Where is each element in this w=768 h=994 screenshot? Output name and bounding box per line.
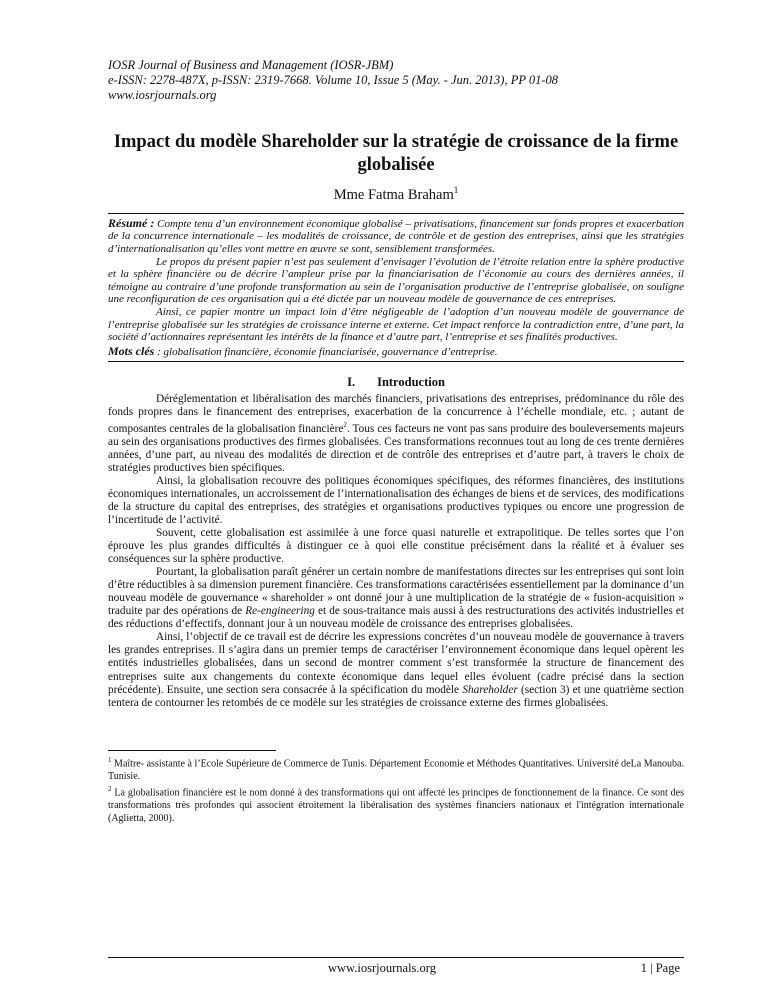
journal-url[interactable]: www.iosrjournals.org <box>108 88 217 102</box>
abstract-paragraph-2: Le propos du présent papier n’est pas seulement d’envisager l’évolution de l’étroite relation entre la sphère productive et la sphère financière ou de décrire l’ampleur prise par la financiarisation de l’économie au cours des dernières années, il témoigne au contraire d’une profonde transformation au sein de l’organisation productive de l’entreprise globalisée, on souligne une reconfiguration de ces organisation qui a été dictée par un nouveau modèle de gouvernance de ces entreprises. <box>108 255 684 306</box>
abstract-bottom-rule <box>108 361 684 362</box>
body-paragraph: Ainsi, la globalisation recouvre des politiques économiques spécifiques, des réformes financières, des institutions économiques internationales, un accroissement de l’internationalisation des échanges de biens et de services, des modifications de la structure du capital des entreprises, des stratégies et organisations productives typiques ou encore une progression de l’incertitude de l’activité. <box>108 474 684 526</box>
section-title: Introduction <box>377 374 445 389</box>
keywords-label: Mots clés <box>108 343 155 358</box>
keywords <box>108 344 684 359</box>
author-name: Mme Fatma Braham <box>333 186 454 203</box>
keywords-text: : globalisation financière, économie financiarisée, gouvernance d’entreprise. <box>154 345 498 358</box>
section-number: I. <box>347 374 356 389</box>
article-page <box>108 58 684 825</box>
body-paragraph: Déréglementation et libéralisation des marchés financiers, privatisations des entreprises, prédominance du rôle des fonds propres dans le financement des entreprises, exacerbation de la concurrence à l’échelle mondiale, etc. ; autant de composantes centrales de la globalisation financière$^2$. Tous ces facteurs ne vont pas sans produire des bouleversements majeurs au sein des organisations productives des firmes globalisées. Ces transformations reconnues tout au long de ces trente dernières années, d’une part, au niveau des modalités de direction et de contrôle des entreprises et d’autre part, à travers le choix de stratégies productives bien spécifiques. <box>108 392 684 474</box>
abstract-paragraph-3: Ainsi, ce papier montre un impact loin d’être négligeable de l’adoption d’un nouveau modèle de gouvernance de l’entreprise globalisée sur les stratégies de croissance interne et externe. Cet impact renforce la contradiction entre, d’une part, la société d’actionnaires représentant les intérêts de la finance et d’autre part, l’entreprise et ses finalités productives. <box>108 305 684 344</box>
section-heading <box>108 375 684 390</box>
page-footer <box>108 957 684 977</box>
author <box>108 185 684 204</box>
page-number: 1 | Page <box>640 961 680 975</box>
article-title: Impact du modèle Shareholder sur la stratégie de croissance de la firme globalisée <box>113 132 679 175</box>
footnote-2: $^2$ La globalisation financière est le nom donné à des transformations qui ont affecté les principes de fonctionnement de la finance. Ce sont des transformations très profondes qui associent étroitement la libéralisation des systèmes financiers nationaux et l'intégration internationale (Aglietta, 2000). <box>108 785 684 824</box>
abstract-paragraph-1: Compte tenu d’un environnement économique globalisé – privatisations, financement sur fonds propres et exacerbation de la concurrence internationale – les modalités de croissance, de contrôle et de gestion des entreprises, ainsi que les stratégies d’internationalisation qu’elles vont mettre en œuvre se sont, sensiblement transformées. <box>108 217 684 256</box>
footnote-1: $^1$ Maître- assistante à l’Ecole Supérieure de Commerce de Tunis. Département Economie et Méthodes Quantitatives. Université deLa Manouba. Tunisie. <box>108 755 684 782</box>
journal-header <box>108 58 684 103</box>
author-footnote-mark[interactable]: 1 <box>453 185 459 195</box>
body-paragraph: Ainsi, l’objectif de ce travail est de décrire les expressions concrètes d’un nouveau modèle de gouvernance à travers les grandes entreprises. Il s’agira dans un premier temps de caractériser l’environnement économique dans lequel opèrent les entités industrielles globalisées, dans un second de montrer comment s’est transformée la structure de financement des entreprises suite aux changements du contexte économique dans lequel elles évoluent (cadre précisé dans la section précédente). Ensuite, une section sera consacrée à la spécification du modèle Shareholder (section 3) et une quatrième section tentera de contourner les retombés de ce modèle sur les stratégies de croissance externe des firmes globalisées. <box>108 631 684 709</box>
journal-issn: e-ISSN: 2278-487X, p-ISSN: 2319-7668. Volume 10, Issue 5 (May. - Jun. 2013), PP 01-08 <box>108 73 559 87</box>
footnotes <box>108 754 684 826</box>
journal-name: IOSR Journal of Business and Management (IOSR-JBM) <box>108 58 394 72</box>
abstract-label: Résumé : <box>108 215 155 230</box>
body-text <box>108 393 684 710</box>
body-paragraph: Pourtant, la globalisation paraît générer un certain nombre de manifestations directes sur les entreprises qui sont loin d’être réductibles à sa dimension purement financière. Ces transformations caractérisées essentiellement par la dominance d’un nouveau modèle de gouvernance « shareholder » ont donné jour à une multiplication de la stratégie de « fusion-acquisition » traduite par des opérations de Re-engineering et de sous-traitance mais aussi à des restructurations des activités industrielles et des réductions d’effectifs, donnant jour à un nouveau modèle de croissance des entreprises globalisées. <box>108 566 685 631</box>
footer-url[interactable]: www.iosrjournals.org <box>328 961 436 975</box>
abstract-top-rule <box>108 213 684 214</box>
abstract <box>108 217 684 344</box>
footnote-mark-2[interactable]: 2 <box>343 420 347 429</box>
footnote-rule <box>108 750 276 751</box>
body-paragraph: Souvent, cette globalisation est assimilée à une force quasi naturelle et extrapolitique. De telles sortes que l’on éprouve les plus grandes difficultés à distinguer ce à quoi elle constitue précisément dans la réalité et à évaluer ses conséquences sur la sphère productive. <box>108 527 684 566</box>
